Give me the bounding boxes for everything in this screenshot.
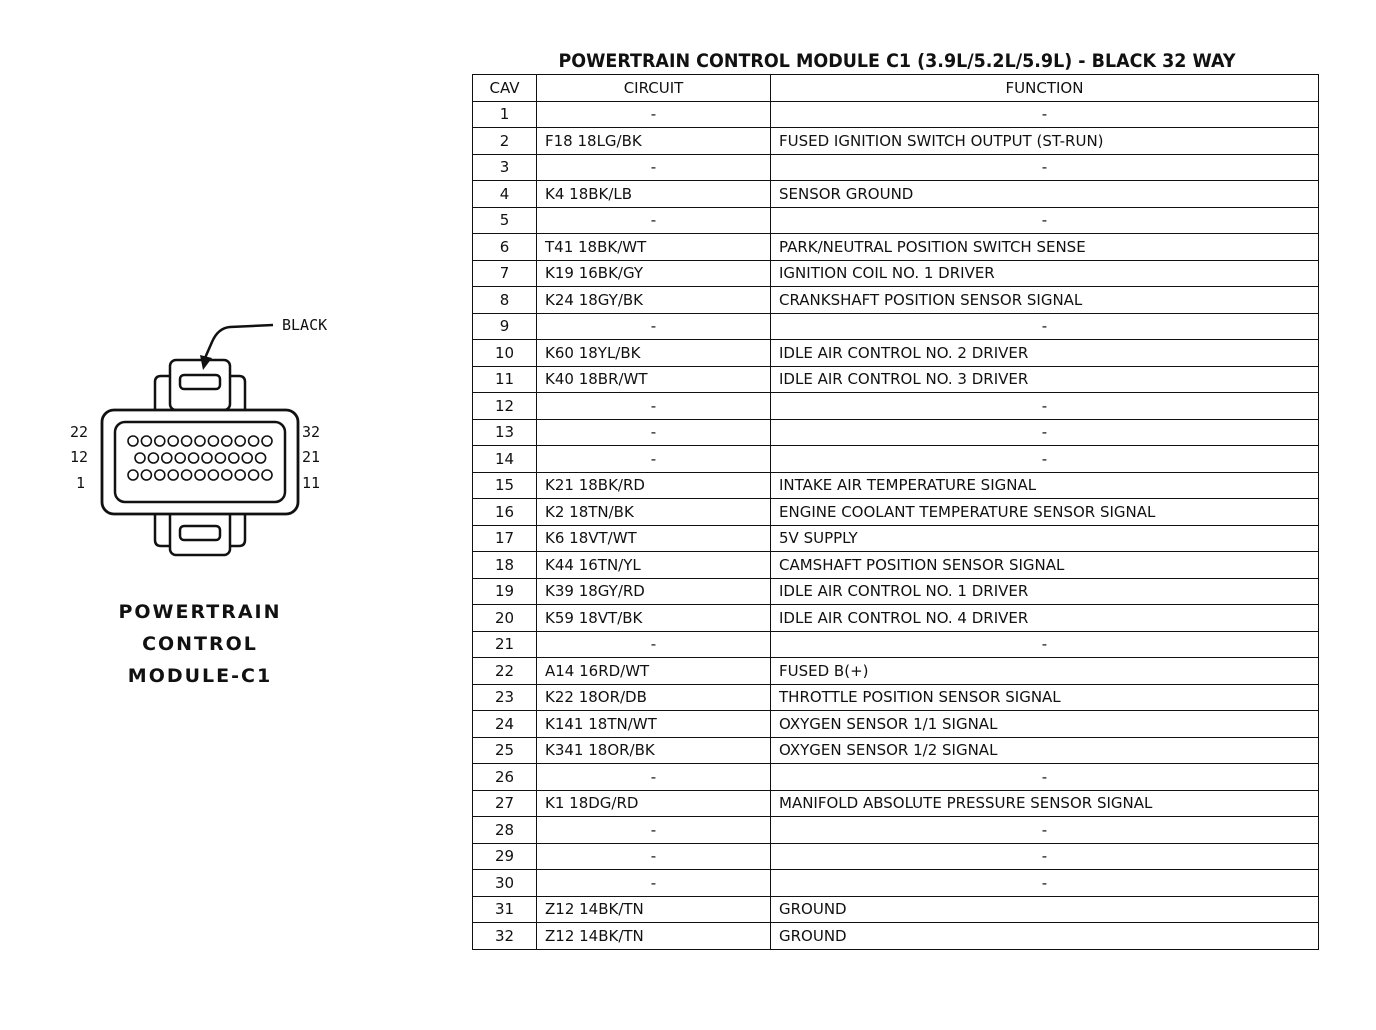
cav-cell: 29 <box>473 843 537 870</box>
table-row <box>473 790 1319 817</box>
caption-line-1: POWERTRAIN <box>118 601 282 623</box>
function-cell: GROUND <box>771 923 1319 950</box>
circuit-cell: K19 16BK/GY <box>537 260 771 287</box>
bottom-latch-slot <box>180 526 220 540</box>
circuit-cell: - <box>537 843 771 870</box>
pinout-table <box>472 74 1319 950</box>
circuit-cell: - <box>537 764 771 791</box>
cav-cell: 5 <box>473 207 537 234</box>
table-row <box>473 419 1319 446</box>
cav-cell: 8 <box>473 287 537 314</box>
circuit-cell: - <box>537 817 771 844</box>
table-row <box>473 737 1319 764</box>
function-cell: - <box>771 154 1319 181</box>
cav-cell: 10 <box>473 340 537 367</box>
circuit-cell: K341 18OR/BK <box>537 737 771 764</box>
table-row <box>473 552 1319 579</box>
cav-cell: 23 <box>473 684 537 711</box>
cav-cell: 11 <box>473 366 537 393</box>
cav-cell: 27 <box>473 790 537 817</box>
pointer-arrow-line <box>205 325 273 358</box>
pin-label-21: 21 <box>302 448 321 466</box>
table-row <box>473 631 1319 658</box>
pin-label-32: 32 <box>302 423 321 441</box>
function-cell: CAMSHAFT POSITION SENSOR SIGNAL <box>771 552 1319 579</box>
pin-label-12: 12 <box>70 448 89 466</box>
table-row <box>473 843 1319 870</box>
function-cell: - <box>771 393 1319 420</box>
connector-color-label: BLACK <box>282 316 328 334</box>
circuit-cell: K22 18OR/DB <box>537 684 771 711</box>
table-row <box>473 923 1319 950</box>
function-cell: - <box>771 207 1319 234</box>
cav-cell: 26 <box>473 764 537 791</box>
cav-cell: 2 <box>473 128 537 155</box>
cav-cell: 12 <box>473 393 537 420</box>
circuit-cell: K24 18GY/BK <box>537 287 771 314</box>
circuit-cell: - <box>537 101 771 128</box>
circuit-cell: T41 18BK/WT <box>537 234 771 261</box>
pin-label-1: 1 <box>76 474 86 492</box>
cav-cell: 16 <box>473 499 537 526</box>
connector-caption <box>100 596 300 692</box>
function-cell: MANIFOLD ABSOLUTE PRESSURE SENSOR SIGNAL <box>771 790 1319 817</box>
function-cell: GROUND <box>771 896 1319 923</box>
cav-header: CAV <box>473 75 537 102</box>
circuit-cell: K1 18DG/RD <box>537 790 771 817</box>
table-row <box>473 472 1319 499</box>
table-row <box>473 446 1319 473</box>
function-cell: - <box>771 764 1319 791</box>
table-row <box>473 684 1319 711</box>
function-cell: ENGINE COOLANT TEMPERATURE SENSOR SIGNAL <box>771 499 1319 526</box>
table-row <box>473 764 1319 791</box>
cav-cell: 19 <box>473 578 537 605</box>
function-cell: IDLE AIR CONTROL NO. 2 DRIVER <box>771 340 1319 367</box>
table-row <box>473 287 1319 314</box>
cav-cell: 30 <box>473 870 537 897</box>
table-row <box>473 128 1319 155</box>
pointer-arrow-head <box>200 355 212 370</box>
cav-cell: 21 <box>473 631 537 658</box>
circuit-cell: K141 18TN/WT <box>537 711 771 738</box>
cav-cell: 22 <box>473 658 537 685</box>
cav-cell: 7 <box>473 260 537 287</box>
cav-cell: 25 <box>473 737 537 764</box>
table-row <box>473 711 1319 738</box>
pin-label-22: 22 <box>70 423 89 441</box>
cav-cell: 6 <box>473 234 537 261</box>
cav-cell: 18 <box>473 552 537 579</box>
circuit-cell: - <box>537 313 771 340</box>
cav-cell: 15 <box>473 472 537 499</box>
function-cell: - <box>771 817 1319 844</box>
cav-cell: 28 <box>473 817 537 844</box>
cav-cell: 14 <box>473 446 537 473</box>
circuit-cell: - <box>537 870 771 897</box>
circuit-cell: Z12 14BK/TN <box>537 896 771 923</box>
table-row <box>473 870 1319 897</box>
circuit-cell: K6 18VT/WT <box>537 525 771 552</box>
table-row <box>473 525 1319 552</box>
table-row <box>473 207 1319 234</box>
function-cell: IDLE AIR CONTROL NO. 4 DRIVER <box>771 605 1319 632</box>
circuit-cell: - <box>537 393 771 420</box>
cav-cell: 1 <box>473 101 537 128</box>
circuit-cell: Z12 14BK/TN <box>537 923 771 950</box>
circuit-cell: F18 18LG/BK <box>537 128 771 155</box>
function-cell: INTAKE AIR TEMPERATURE SIGNAL <box>771 472 1319 499</box>
table-row <box>473 578 1319 605</box>
cav-cell: 13 <box>473 419 537 446</box>
function-cell: CRANKSHAFT POSITION SENSOR SIGNAL <box>771 287 1319 314</box>
circuit-cell: K44 16TN/YL <box>537 552 771 579</box>
function-cell: FUSED B(+) <box>771 658 1319 685</box>
table-row <box>473 313 1319 340</box>
pin-label-11: 11 <box>302 474 321 492</box>
table-title: POWERTRAIN CONTROL MODULE C1 (3.9L/5.2L/5.9L) - BLACK 32 WAY <box>558 50 1236 72</box>
function-cell: PARK/NEUTRAL POSITION SWITCH SENSE <box>771 234 1319 261</box>
function-cell: IDLE AIR CONTROL NO. 3 DRIVER <box>771 366 1319 393</box>
function-cell: - <box>771 313 1319 340</box>
circuit-cell: - <box>537 154 771 181</box>
cav-cell: 24 <box>473 711 537 738</box>
function-cell: - <box>771 843 1319 870</box>
function-cell: IDLE AIR CONTROL NO. 1 DRIVER <box>771 578 1319 605</box>
top-latch-slot <box>180 375 220 389</box>
function-cell: - <box>771 870 1319 897</box>
caption-line-2: CONTROL <box>142 633 258 655</box>
function-header: FUNCTION <box>771 75 1319 102</box>
circuit-header: CIRCUIT <box>537 75 771 102</box>
cav-cell: 32 <box>473 923 537 950</box>
circuit-cell: - <box>537 419 771 446</box>
function-cell: 5V SUPPLY <box>771 525 1319 552</box>
circuit-cell: K39 18GY/RD <box>537 578 771 605</box>
table-row <box>473 101 1319 128</box>
caption-line-3: MODULE-C1 <box>127 665 273 687</box>
table-row <box>473 260 1319 287</box>
table-row <box>473 817 1319 844</box>
function-cell: OXYGEN SENSOR 1/2 SIGNAL <box>771 737 1319 764</box>
table-row <box>473 605 1319 632</box>
function-cell: - <box>771 101 1319 128</box>
table-row <box>473 658 1319 685</box>
table-row <box>473 366 1319 393</box>
pinout-table-body <box>473 101 1319 949</box>
table-row <box>473 234 1319 261</box>
table-row <box>473 154 1319 181</box>
circuit-cell: - <box>537 207 771 234</box>
table-row <box>473 181 1319 208</box>
circuit-cell: K2 18TN/BK <box>537 499 771 526</box>
connector-diagram <box>60 300 360 600</box>
circuit-cell: - <box>537 631 771 658</box>
circuit-cell: A14 16RD/WT <box>537 658 771 685</box>
connector-body <box>102 410 298 514</box>
table-row <box>473 896 1319 923</box>
table-row <box>473 340 1319 367</box>
function-cell: OXYGEN SENSOR 1/1 SIGNAL <box>771 711 1319 738</box>
table-header-row <box>473 75 1319 102</box>
function-cell: - <box>771 446 1319 473</box>
circuit-cell: K59 18VT/BK <box>537 605 771 632</box>
function-cell: - <box>771 419 1319 446</box>
cav-cell: 20 <box>473 605 537 632</box>
table-row <box>473 393 1319 420</box>
cav-cell: 17 <box>473 525 537 552</box>
function-cell: FUSED IGNITION SWITCH OUTPUT (ST-RUN) <box>771 128 1319 155</box>
circuit-cell: K21 18BK/RD <box>537 472 771 499</box>
function-cell: SENSOR GROUND <box>771 181 1319 208</box>
table-row <box>473 499 1319 526</box>
circuit-cell: K40 18BR/WT <box>537 366 771 393</box>
cav-cell: 3 <box>473 154 537 181</box>
function-cell: - <box>771 631 1319 658</box>
circuit-cell: - <box>537 446 771 473</box>
function-cell: IGNITION COIL NO. 1 DRIVER <box>771 260 1319 287</box>
circuit-cell: K4 18BK/LB <box>537 181 771 208</box>
circuit-cell: K60 18YL/BK <box>537 340 771 367</box>
cav-cell: 4 <box>473 181 537 208</box>
cav-cell: 9 <box>473 313 537 340</box>
function-cell: THROTTLE POSITION SENSOR SIGNAL <box>771 684 1319 711</box>
cav-cell: 31 <box>473 896 537 923</box>
